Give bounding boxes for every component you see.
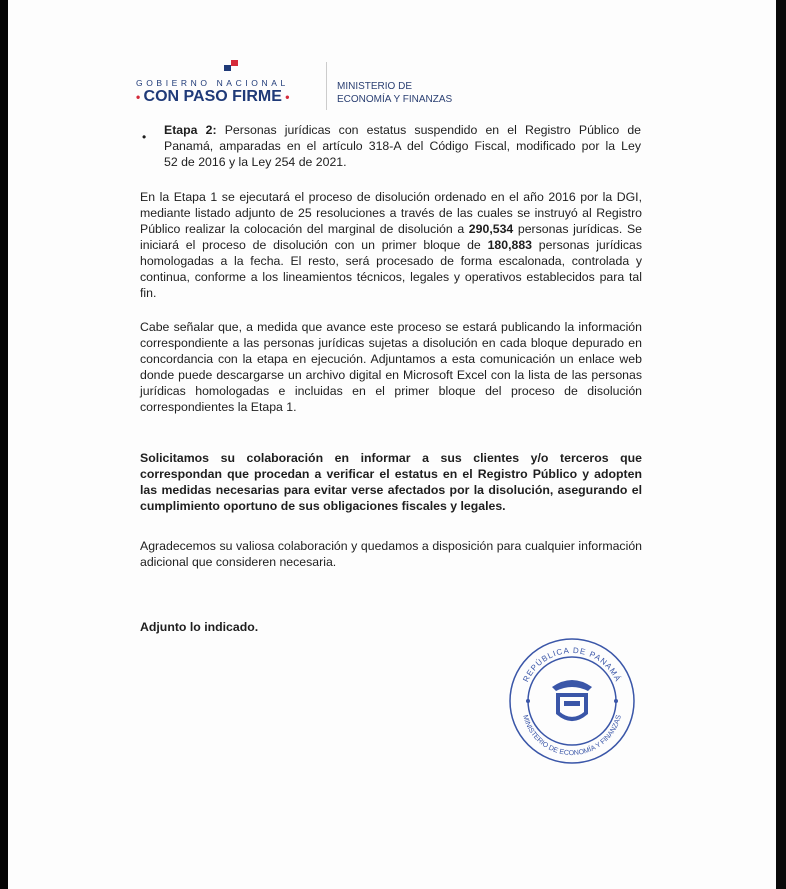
text-line <box>140 237 642 253</box>
text: personas jurídicas. Se <box>513 222 642 236</box>
text-line <box>140 538 642 554</box>
text-line <box>140 189 642 205</box>
text: 52 de 2016 y la Ley 254 de 2021. <box>164 155 347 169</box>
text: correspondientes la Etapa 1. <box>140 400 297 414</box>
logo-top-text: GOBIERNO NACIONAL <box>136 78 289 88</box>
text: continua, conforme a los lineamientos técnicos, legales y operativos establecidos para tal <box>140 270 642 284</box>
text: correspondiente a las personas jurídicas sujetas a disolución en cada bloque depurado en <box>140 336 642 350</box>
seal-top-text: REPÚBLICA DE PANAMÁ <box>521 645 623 684</box>
bold-text: 290,534 <box>468 222 514 236</box>
text-line <box>164 154 641 170</box>
header-divider <box>326 62 327 110</box>
bold-text: correspondan que procedan a verificar el estatus en el Registro Público y adopten <box>140 467 642 481</box>
text: Personas jurídicas con estatus suspendido en el Registro Público de <box>216 123 642 137</box>
text-line <box>164 122 641 138</box>
logo-main-text: • CON PASO FIRME • <box>136 88 290 105</box>
text: mediante listado adjunto de 25 resoluciones a través de las cuales se instruyó al Registro <box>140 206 642 220</box>
paragraph-agradecimiento <box>140 538 642 570</box>
scan-edge-left <box>0 0 8 889</box>
text: Agradecemos su valiosa colaboración y quedamos a disposición para cualquier información <box>140 539 642 553</box>
paragraph-etapa-1 <box>140 189 642 301</box>
text-line <box>140 450 642 466</box>
text-line <box>140 269 642 285</box>
ministry-seal <box>508 637 636 765</box>
text-line <box>140 221 642 237</box>
text-line <box>140 367 642 383</box>
text-line <box>140 253 642 269</box>
paragraph-solicitud <box>140 450 642 514</box>
text: adicional que consideren necesaria. <box>140 555 337 569</box>
text: Cabe señalar que, a medida que avance este proceso se estará publicando la información <box>140 320 642 334</box>
attachment-note <box>140 619 642 635</box>
text-line <box>140 554 642 570</box>
text-line <box>140 482 642 498</box>
paragraph-publicacion <box>140 319 642 415</box>
text: homologadas a la fecha. El resto, será procesado de forma escalonada, controlada y <box>140 254 642 268</box>
text-line <box>140 351 642 367</box>
government-logo <box>136 58 326 114</box>
text: iniciará el proceso de disolución con un primer bloque de <box>140 238 488 252</box>
bold-text: Solicitamos su colaboración en informar a sus clientes y/o terceros que <box>140 451 642 465</box>
text-line <box>140 399 642 415</box>
ministry-line-2: ECONOMÍA Y FINANZAS <box>337 94 453 105</box>
bold-text: 180,883 <box>487 238 533 252</box>
text-line <box>140 319 642 335</box>
text: donde puede descargarse un archivo digital en Microsoft Excel con la lista de las personas <box>140 368 642 382</box>
text-line <box>140 205 642 221</box>
text: Panamá, amparadas en el artículo 318-A del Código Fiscal, modificado por la Ley <box>164 139 641 153</box>
bold-text: Etapa 2: <box>164 123 217 137</box>
text-line <box>164 138 641 154</box>
svg-text:REPÚBLICA DE PANAMÁ <box>521 646 622 684</box>
text: fin. <box>140 286 157 300</box>
text-line <box>140 466 642 482</box>
text: concordancia con la etapa en ejecución. Adjuntamos a esta comunicación un enlace web <box>140 352 642 366</box>
text-line <box>140 285 642 301</box>
text-line <box>140 498 642 514</box>
text-line <box>140 335 642 351</box>
bold-text: cumplimiento oportuno de sus obligaciones fiscales y legales. <box>140 499 506 513</box>
bold-text: Adjunto lo indicado. <box>140 620 259 634</box>
bullet-dot: • <box>142 130 147 144</box>
flag-icon <box>224 60 238 72</box>
text-line <box>140 383 642 399</box>
text: Público realizar la colocación del marginal de disolución a <box>140 222 469 236</box>
text: personas jurídicas <box>532 238 642 252</box>
text: jurídicas homologadas e incluidas en el primer bloque del proceso de disolución <box>140 384 642 398</box>
ministry-name <box>337 80 452 106</box>
bold-text: las medidas necesarias para evitar verse afectados por la disolución, asegurando el <box>140 483 642 497</box>
seal-bottom-text: MINISTERIO DE ECONOMÍA Y FINANZAS <box>521 714 623 758</box>
text-line <box>140 619 642 635</box>
text: En la Etapa 1 se ejecutará el proceso de disolución ordenado en el año 2016 por la DGI, <box>140 190 642 204</box>
bullet-item-etapa-2 <box>164 122 641 170</box>
ministry-line-1: MINISTERIO DE <box>337 81 413 92</box>
scan-edge-right <box>776 0 786 889</box>
